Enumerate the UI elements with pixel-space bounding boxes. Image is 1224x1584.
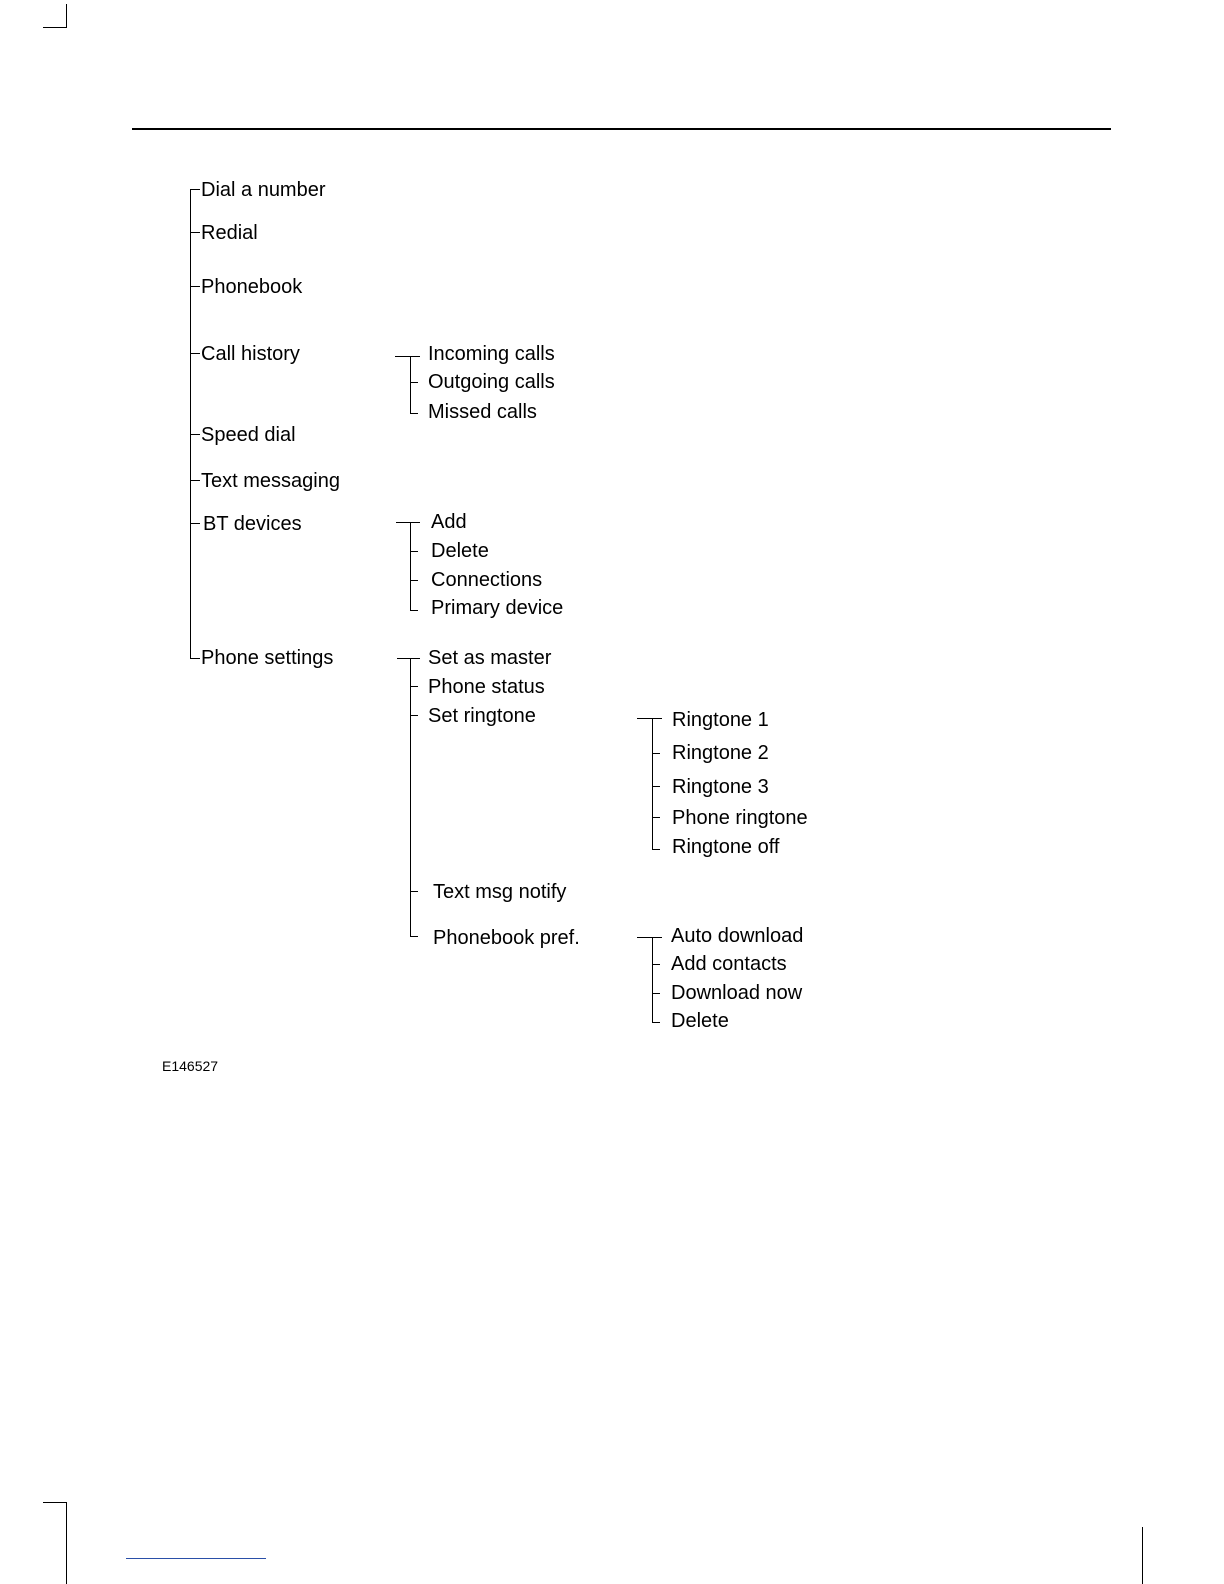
submenu-item-auto-download[interactable]: Auto download	[671, 925, 804, 947]
connector-ringtone-off	[652, 849, 660, 850]
submenu-item-phone-ringtone[interactable]: Phone ringtone	[672, 807, 808, 829]
connector-connections	[410, 580, 418, 581]
submenu-item-download-now[interactable]: Download now	[671, 982, 803, 1004]
submenu-item-delete-contacts[interactable]: Delete	[671, 1010, 729, 1032]
phone-settings-trunk-line	[410, 658, 411, 936]
submenu-item-phonebook-pref[interactable]: Phonebook pref.	[433, 927, 580, 949]
crop-mark-bottom-left-vertical	[66, 1502, 67, 1584]
bottom-link-underline	[126, 1558, 266, 1559]
connector-redial	[190, 232, 200, 233]
submenu-item-phone-status[interactable]: Phone status	[428, 676, 545, 698]
connector-phone-settings	[190, 658, 200, 659]
submenu-item-add[interactable]: Add	[431, 511, 467, 533]
set-ringtone-trunk-line	[652, 718, 653, 849]
connector-primary-device	[410, 610, 418, 611]
submenu-item-incoming-calls[interactable]: Incoming calls	[428, 343, 555, 365]
submenu-item-primary-device[interactable]: Primary device	[431, 597, 564, 619]
crop-mark-top-left-vertical	[66, 4, 67, 28]
menu-item-phone-settings[interactable]: Phone settings	[201, 647, 334, 669]
connector-missed-calls	[410, 413, 418, 414]
figure-code: E146527	[162, 1058, 219, 1074]
connector-delete-contacts	[652, 1022, 660, 1023]
bt-devices-branch-line	[396, 522, 420, 523]
connector-download-now	[652, 993, 660, 994]
connector-ringtone-3	[652, 786, 660, 787]
connector-outgoing-calls	[410, 382, 418, 383]
menu-item-phonebook[interactable]: Phonebook	[201, 276, 303, 298]
menu-item-speed-dial[interactable]: Speed dial	[201, 424, 296, 446]
crop-mark-top-left-horizontal	[43, 27, 67, 28]
connector-phone-ringtone	[652, 817, 660, 818]
phonebook-pref-branch-line	[637, 937, 662, 938]
crop-mark-bottom-right-vertical	[1142, 1527, 1143, 1584]
menu-item-text-messaging[interactable]: Text messaging	[201, 470, 340, 492]
submenu-item-text-msg-notify[interactable]: Text msg notify	[433, 881, 567, 903]
connector-phone-status	[410, 686, 418, 687]
header-rule	[132, 128, 1111, 130]
connector-phonebook-pref	[410, 936, 418, 937]
connector-text-msg-notify	[410, 891, 418, 892]
menu-item-redial[interactable]: Redial	[201, 222, 258, 244]
submenu-item-set-as-master[interactable]: Set as master	[428, 647, 552, 669]
phone-settings-branch-line	[397, 658, 420, 659]
connector-text-messaging	[190, 480, 200, 481]
submenu-item-outgoing-calls[interactable]: Outgoing calls	[428, 371, 555, 393]
connector-call-history	[190, 353, 200, 354]
connector-bt-devices	[190, 523, 200, 524]
crop-mark-bottom-left-horizontal	[43, 1502, 67, 1503]
call-history-trunk-line	[410, 356, 411, 414]
menu-item-bt-devices[interactable]: BT devices	[203, 513, 302, 535]
connector-add-contacts	[652, 964, 660, 965]
submenu-item-ringtone-2[interactable]: Ringtone 2	[672, 742, 769, 764]
submenu-item-ringtone-3[interactable]: Ringtone 3	[672, 776, 769, 798]
submenu-item-set-ringtone[interactable]: Set ringtone	[428, 705, 536, 727]
connector-ringtone-2	[652, 753, 660, 754]
menu-item-dial-a-number[interactable]: Dial a number	[201, 179, 326, 201]
submenu-item-missed-calls[interactable]: Missed calls	[428, 401, 537, 423]
submenu-item-add-contacts[interactable]: Add contacts	[671, 953, 787, 975]
call-history-branch-line	[395, 356, 420, 357]
menu-item-call-history[interactable]: Call history	[201, 343, 300, 365]
connector-speed-dial	[190, 434, 200, 435]
bt-devices-trunk-line	[410, 522, 411, 610]
submenu-item-connections[interactable]: Connections	[431, 569, 543, 591]
set-ringtone-branch-line	[637, 718, 662, 719]
submenu-item-delete[interactable]: Delete	[431, 540, 489, 562]
connector-delete	[410, 551, 418, 552]
connector-phonebook	[190, 286, 200, 287]
level1-trunk-line	[190, 189, 191, 658]
connector-dial-a-number	[190, 189, 200, 190]
phonebook-pref-trunk-line	[652, 937, 653, 1022]
submenu-item-ringtone-1[interactable]: Ringtone 1	[672, 709, 769, 731]
connector-set-ringtone	[410, 715, 418, 716]
submenu-item-ringtone-off[interactable]: Ringtone off	[672, 836, 780, 858]
